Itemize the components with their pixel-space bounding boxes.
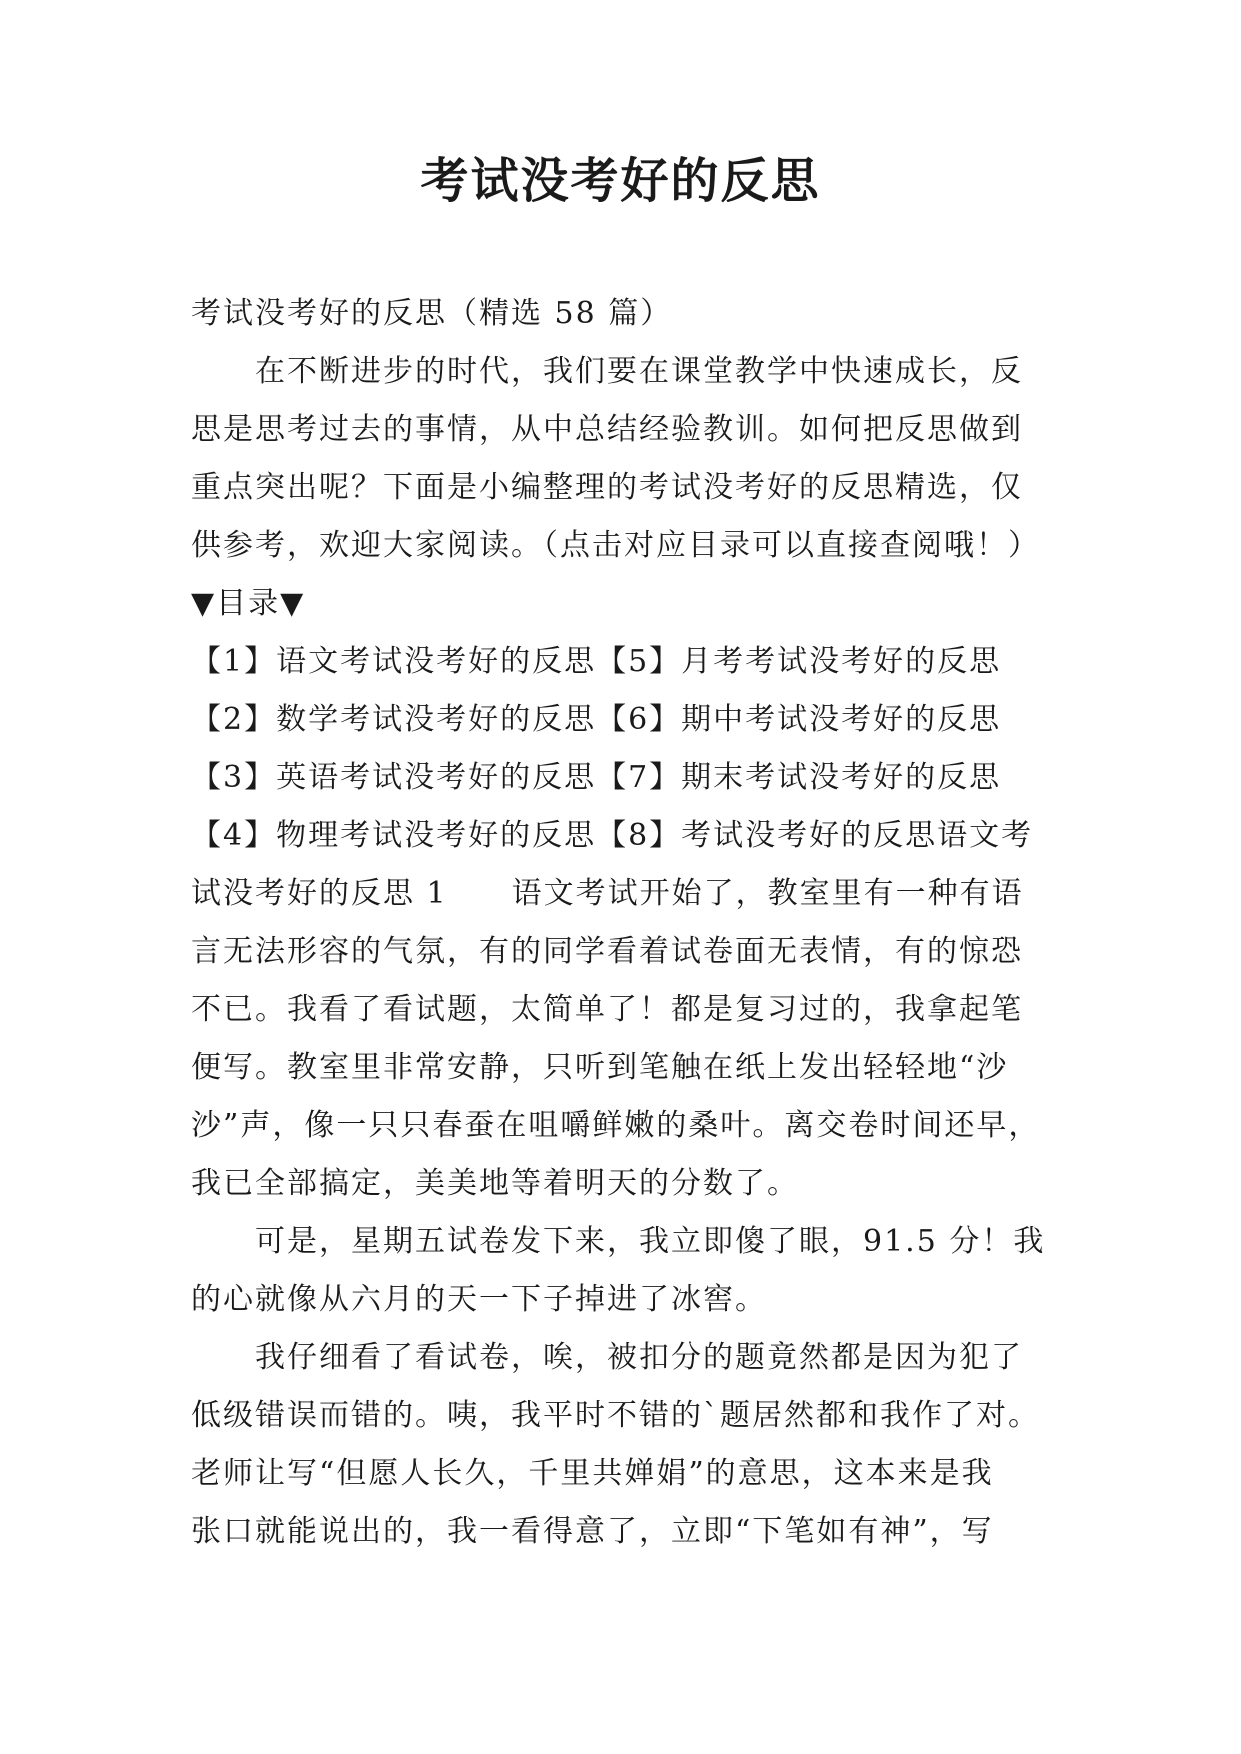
intro-line: 供参考，欢迎大家阅读。（点击对应目录可以直接查阅哦！） bbox=[191, 528, 1040, 563]
intro-line: 重点突出呢？下面是小编整理的考试没考好的反思精选，仅 bbox=[191, 470, 1023, 505]
section1-line: 试没考好的反思 1 语文考试开始了，教室里有一种有语 bbox=[191, 876, 1024, 911]
intro-line: 在不断进步的时代，我们要在课堂教学中快速成长，反 bbox=[255, 354, 1023, 389]
para2-line: 的心就像从六月的天一下子掉进了冰窖。 bbox=[191, 1282, 767, 1317]
para2-line: 可是，星期五试卷发下来，我立即傻了眼，91.5 分！我 bbox=[255, 1224, 1046, 1259]
para3-line: 低级错误而错的。咦，我平时不错的`题居然都和我作了对。 bbox=[191, 1398, 1040, 1433]
section1-line: 便写。教室里非常安静，只听到笔触在纸上发出轻轻地“沙 bbox=[191, 1050, 1009, 1085]
document-body bbox=[191, 285, 1061, 1561]
section1-line: 言无法形容的气氛，有的同学看着试卷面无表情，有的惊恐 bbox=[191, 934, 1023, 969]
toc-heading: ▼目录▼ bbox=[191, 586, 306, 621]
toc-line[interactable]: 【1】语文考试没考好的反思【5】月考考试没考好的反思 bbox=[191, 644, 1002, 679]
para3-line: 张口就能说出的，我一看得意了，立即“下笔如有神”，写 bbox=[191, 1514, 994, 1549]
section1-line: 沙”声，像一只只春蚕在咀嚼鲜嫩的桑叶。离交卷时间还早， bbox=[191, 1108, 1041, 1143]
para3-line: 我仔细看了看试卷，唉，被扣分的题竟然都是因为犯了 bbox=[255, 1340, 1023, 1375]
section1-line: 我已全部搞定，美美地等着明天的分数了。 bbox=[191, 1166, 799, 1201]
section1-line: 不已。我看了看试题，太简单了！都是复习过的，我拿起笔 bbox=[191, 992, 1023, 1027]
toc-line[interactable]: 【2】数学考试没考好的反思【6】期中考试没考好的反思 bbox=[191, 702, 1002, 737]
para3-line: 老师让写“但愿人长久，千里共婵娟”的意思，这本来是我 bbox=[191, 1456, 994, 1491]
toc-line[interactable]: 【3】英语考试没考好的反思【7】期末考试没考好的反思 bbox=[191, 760, 1002, 795]
intro-line: 思是思考过去的事情，从中总结经验教训。如何把反思做到 bbox=[191, 412, 1023, 447]
document-title: 考试没考好的反思 bbox=[420, 153, 821, 209]
toc-line[interactable]: 【4】物理考试没考好的反思【8】考试没考好的反思语文考 bbox=[191, 818, 1034, 853]
subtitle-line: 考试没考好的反思（精选 58 篇） bbox=[191, 296, 673, 331]
